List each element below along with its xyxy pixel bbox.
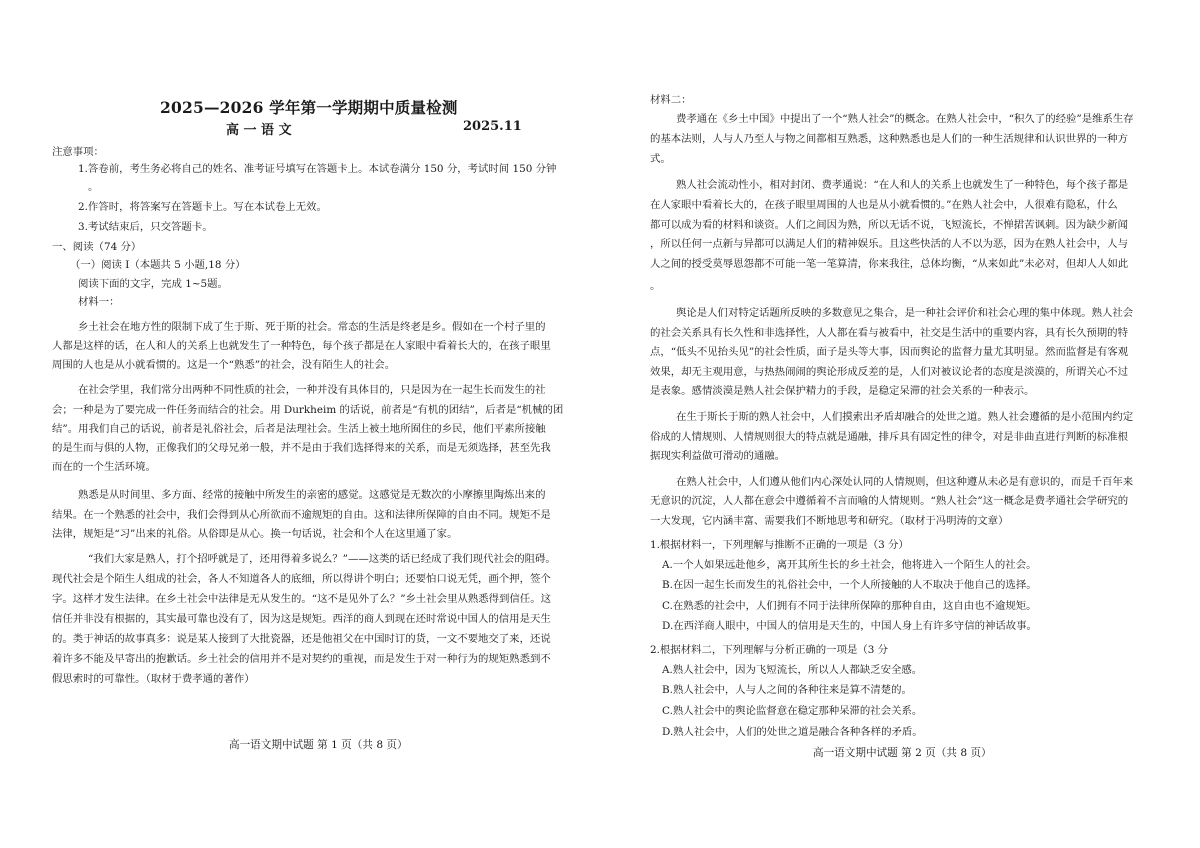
page-2-text-line: D.熟人社会中，人们的处世之道是融合各种各样的矛盾。 xyxy=(662,726,923,738)
page-2-text-line: C.在熟悉的社会中，人们拥有不同于法律所保障的那种自由，这自由也不逾规矩。 xyxy=(662,600,1037,612)
page-1-text-line: 的是生而与俱的人物，正像我们的父母兄弟一般，并不是由于我们选择得来的关系，而是无须选择，甚至先我 xyxy=(52,442,551,454)
page-2-footer: 高一语文期中试题 第 2 页（共 8 页） xyxy=(813,747,992,759)
page-2-text-line: 材料二： xyxy=(650,94,692,106)
page-1-text-line: 1.答卷前，考生务必将自己的姓名、准考证号填写在答题卡上。本试卷满分 150 分，考试时间 150 分钟 xyxy=(78,163,557,175)
page-2-text-line: 1.根据材料一，下列理解与推断不正确的一项是（3 分） xyxy=(650,539,909,551)
page-2-text-line: 俗成的人情规则、人情规则很大的特点就是通融，排斥具有固定性的律令，对是非曲直进行判断的标准根 xyxy=(650,431,1128,443)
page-2-text-line: 是表象。感情淡漠是熟人社会保护精力的手段，是稳定呆滞的社会关系的一种表示。 xyxy=(650,385,1035,397)
page-1-text-line: 的。类于神话的故事真多：说是某人接到了大批瓷器，还是他祖父在中国时订的货，一文不要地交了来，还说 xyxy=(52,633,551,645)
page-2-text-line: D.在西洋商人眼中，中国人的信用是天生的，中国人身上有许多守信的神话故事。 xyxy=(662,620,1037,632)
page-1-text-line: 结”。用我们自己的话说，前者是礼俗社会，后者是法理社会。生活上被土地所囿住的乡民，他们平素所接触 xyxy=(52,423,546,435)
page-2-text-line: 在熟人社会中，人们遵从他们内心深处认同的人情规则，但这种遵从未必是有意识的，而是千百年来 xyxy=(676,476,1134,488)
page-2-text-line: 的基本法则，人与人乃至人与物之间都相互熟悉，这种熟悉也是人们的一种生活规律和认识世界的一种方 xyxy=(650,133,1128,145)
page-1-text-line: 熟悉是从时间里、多方面、经常的接触中所发生的亲密的感觉。这感觉是无数次的小摩擦里陶炼出来的 xyxy=(78,489,546,501)
exam-page-2 xyxy=(650,0,1148,848)
page-2-text-line: 点，“低头不见抬头见”的社会性质，面子是头等大事，因而舆论的监督力量尤其明显。然而监督是有客观 xyxy=(650,346,1129,358)
page-1-text-line: 会；一种是为了要完成一件任务而结合的社会。用 Durkheim 的话说，前者是“有机的团结”，后者是“机械的团 xyxy=(52,404,564,416)
page-1-text-line: 。 xyxy=(88,181,99,193)
exam-title: 2025—2026 学年第一学期期中质量检测 xyxy=(160,98,458,117)
page-1-text-line: 法律，规矩是“习”出来的礼俗。从俗即是从心。换一句话说，社会和个人在这里通了家。 xyxy=(52,528,458,540)
page-2-text-line: 熟人社会流动性小，相对封闭、费孝通说：“在人和人的关系上也就发生了一种特色，每个孩子都是 xyxy=(676,179,1129,191)
page-1-text-line: 2.作答时，将答案写在答题卡上。写在本试卷上无效。 xyxy=(78,201,327,213)
page-2-text-line: 在生于斯长于斯的熟人社会中，人们摸索出矛盾却融合的处世之道。熟人社会遵循的是小范围内约定 xyxy=(676,411,1134,423)
page-1-footer: 高一语文期中试题 第 1 页（共 8 页） xyxy=(229,739,408,751)
exam-subtitle xyxy=(226,119,522,138)
page-1-text-line: 假思索时的可靠性。（取材于费孝通的著作） xyxy=(52,673,255,685)
page-1-text-line: 字。这样才发生法律。在乡土社会中法律是无从发生的。“这不是见外了么？”乡土社会里从熟悉得到信任。这 xyxy=(52,593,551,605)
page-1-text-line: 乡土社会在地方性的限制下成了生于斯、死于斯的社会。常态的生活是终老是乡。假如在一个村子里的 xyxy=(78,321,546,333)
page-2-text-line: A.一个人如果远赴他乡，离开其所生长的乡土社会，他将进入一个陌生人的社会。 xyxy=(662,559,1037,571)
page-1-text-line: 阅读下面的文字，完成 1~5题。 xyxy=(78,278,228,290)
page-2-text-line: 2.根据材料二，下列理解与分析正确的一项是（3 分 xyxy=(650,644,889,656)
page-2-text-line: 都可以成为看的材料和谈资。人们之间因为熟，所以无话不说，飞短流长，不惮捃苦讽刺。因为缺少新闻 xyxy=(650,219,1128,231)
page-1-text-line: 一、阅读（74 分） xyxy=(52,241,142,253)
page-1-text-line: 而在的一个生活环境。 xyxy=(52,461,156,473)
page-1-text-line: 周围的人也是从小就看惯的。这是一个“熟悉”的社会，没有陌生人的社会。 xyxy=(52,359,396,371)
page-1-text-line: 人都是这样的话，在人和人的关系上也就发生了一种特色，每个孩子都是在人家眼中看着长大的，在孩子眼里 xyxy=(52,340,551,352)
page-2-text-line: B.在因一起生长而发生的礼俗社会中，一个人所接触的人不取决于他自己的选择。 xyxy=(662,579,1037,591)
page-1-text-line: 结果。在一个熟悉的社会中，我们会得到从心所欲而不逾规矩的自由。这和法律所保障的自由不同。规矩不是 xyxy=(52,509,551,521)
page-1-text-line: 材料一： xyxy=(78,296,120,308)
page-2-text-line: 的社会关系具有长久性和非选择性，人人都在看与被看中，社交是生活中的重要内容，具有长久预期的特 xyxy=(650,327,1128,339)
page-1-text-line: 信任并非没有根据的，其实最可靠也没有了，因为这是规矩。西洋的商人到现在还时常说中国人的信用是天生 xyxy=(52,613,551,625)
page-1-text-line: （一）阅读 I（本题共 5 小题,18 分） xyxy=(70,259,246,271)
page-2-text-line: 一大发现，它内涵丰富、需要我们不断地思考和研究。（取材于冯明涛的文章） xyxy=(650,515,1009,527)
page-2-text-line: A.熟人社会中，因为飞短流长，所以人人都缺乏安全感。 xyxy=(662,664,923,676)
page-2-text-line: 。 xyxy=(650,280,661,292)
page-2-text-line: 在人家眼中看着长大的，在孩子眼里周围的人也是从小就看惯的。”在熟人社会中，人很难有隐私，什么 xyxy=(650,199,1118,211)
exam-date: 2025.11 xyxy=(463,119,522,134)
page-1-text-line: 着许多不能及早寄出的抱歉话。乡土社会的信用并不是对契约的重视，而是发生于对一种行为的规矩熟悉到不 xyxy=(52,653,551,665)
page-1-text-line: 3.考试结束后，只交答题卡。 xyxy=(78,221,213,233)
page-1-text-line: 现代社会是个陌生人组成的社会，各人不知道各人的底细，所以得讲个明白；还要怕口说无凭，画个押，签个 xyxy=(52,573,551,585)
exam-subject: 高 一 语 文 xyxy=(226,123,292,138)
page-2-text-line: 效果，却无主观用意，与热热闹闹的舆论形成反差的是，人们对被议论者的态度是淡漠的，所谓关心不过 xyxy=(650,366,1128,378)
page-1-text-line: 注意事项： xyxy=(52,146,104,158)
page-2-text-line: 舆论是人们对特定话题所反映的多数意见之集合，是一种社会评价和社会心理的集中体现。熟人社会 xyxy=(676,307,1134,319)
page-1-text-line: 在社会学里，我们常分出两种不同性质的社会，一种并没有具体目的，只是因为在一起生长而发生的社 xyxy=(78,384,546,396)
page-1-text-line: “我们大家是熟人，打个招呼就是了，还用得着多说么？”——这类的话已经成了我们现代社会的阻碍。 xyxy=(88,553,556,565)
exam-page-1 xyxy=(52,0,572,848)
page-2-text-line: B.熟人社会中，人与人之间的各种往来是算不清楚的。 xyxy=(662,684,912,696)
page-2-text-line: 式。 xyxy=(650,153,671,165)
page-2-text-line: 据现实利益做可滑动的通融。 xyxy=(650,450,786,462)
page-2-text-line: ，所以任何一点新与异都可以满足人们的精神娱乐。且这些快活的人不以为恶，因为在熟人社会中，人与 xyxy=(650,238,1128,250)
page-2-text-line: C.熟人社会中的舆论监督意在稳定那种呆滞的社会关系。 xyxy=(662,705,923,717)
page-2-text-line: 费孝通在《乡土中国》中提出了一个“熟人社会”的概念。在熟人社会中，“积久了的经验”是维系生存 xyxy=(676,113,1134,125)
page-2-text-line: 无意识的沉淀，人人都在意会中遵循着不言而喻的人情规则。“熟人社会”这一概念是费孝通社会学研究的 xyxy=(650,495,1129,507)
page-2-text-line: 人之间的授受莫辱恩怨都不可能一笔一笔算清，你来我往，总体均衡，“从来如此”未必对，但却人人如此 xyxy=(650,258,1129,270)
